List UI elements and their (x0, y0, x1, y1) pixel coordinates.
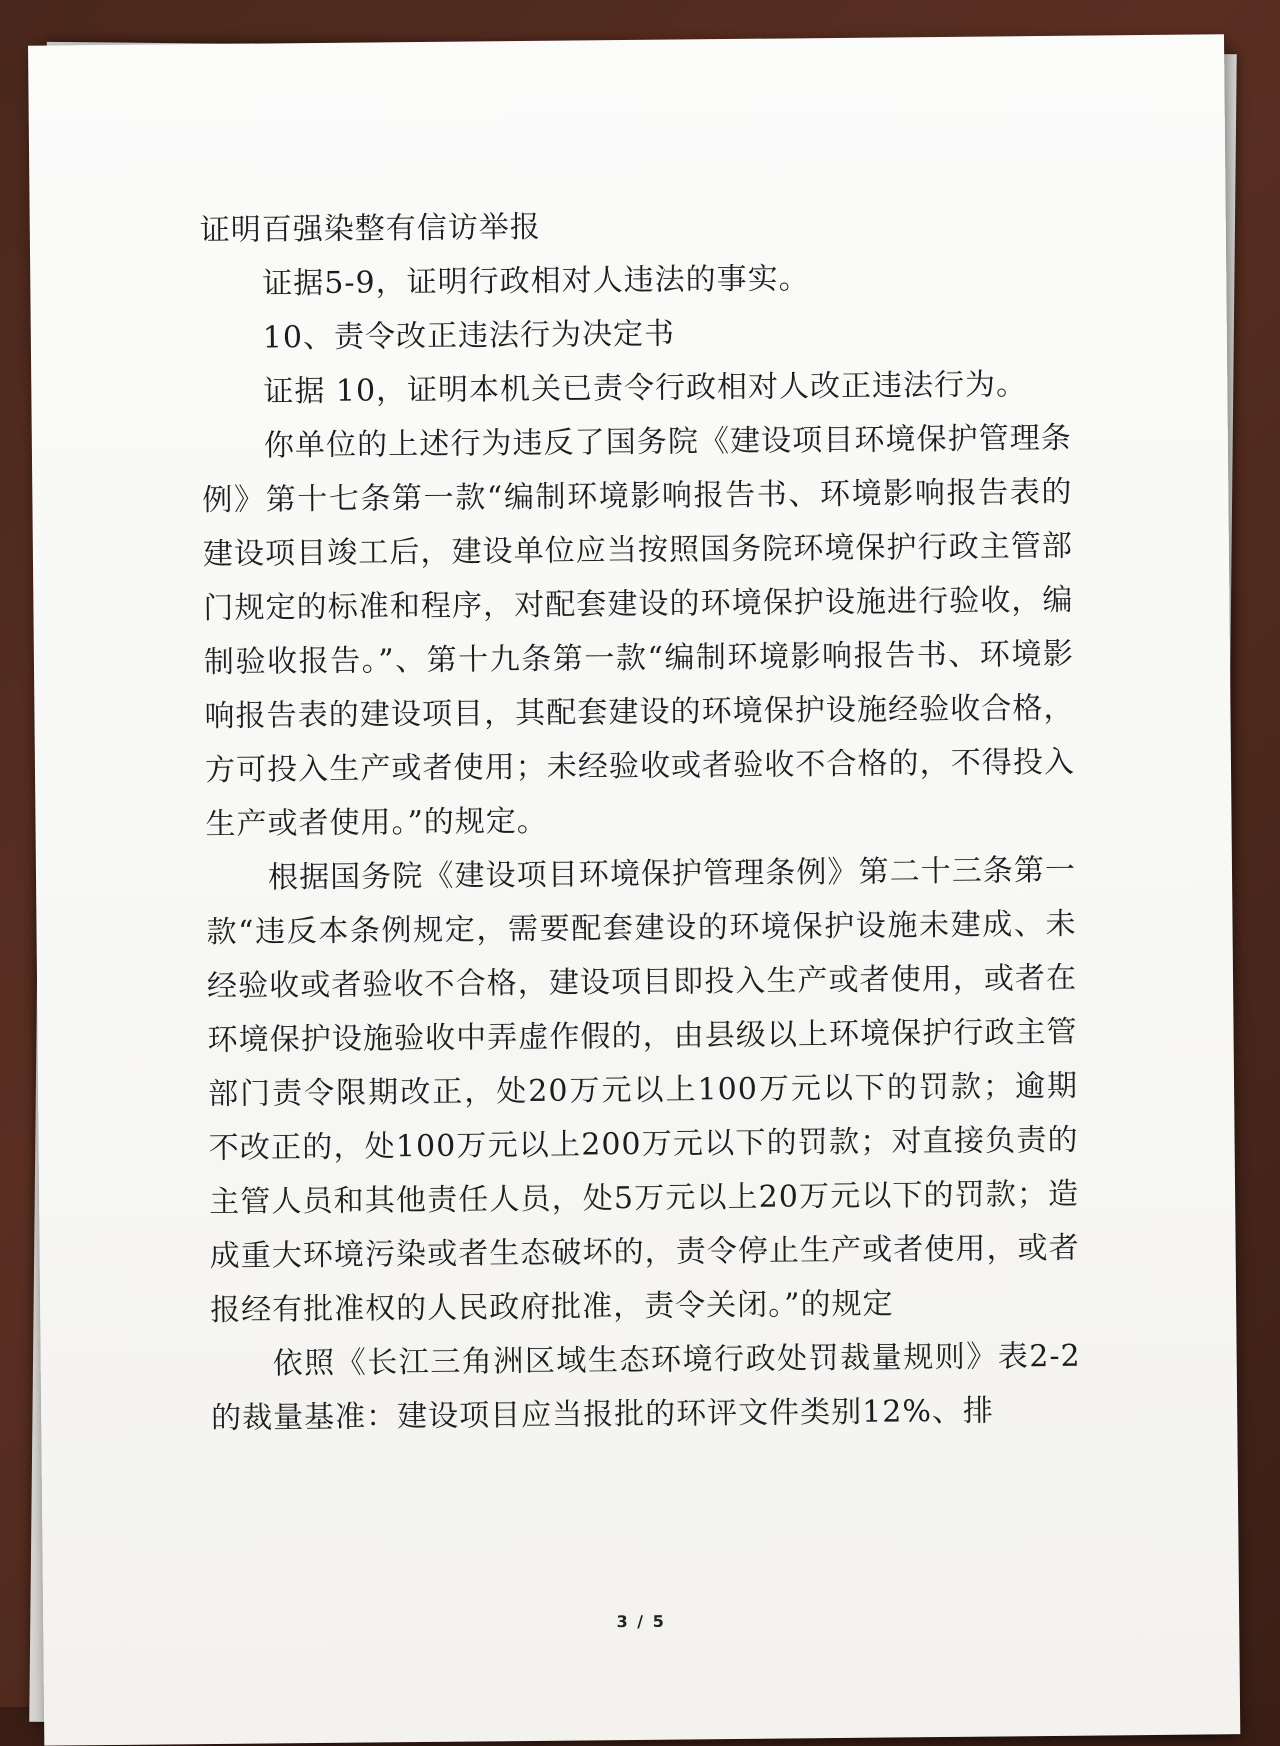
paragraph-penalty-basis: 根据国务院《建设项目环境保护管理条例》第二十三条第一款“违反本条例规定，需要配套建设的环境保护设施未建成、未经验收或者验收不合格，建设项目即投入生产或者使用，或者在环境保护设施验收中弄虚作假的，由县级以上环境保护行政主管部门责令限期改正，处20万元以上100万元以下的罚款；逾期不改正的，处100万元以上200万元以下的罚款；对直接负责的主管人员和其他责任人员，处5万元以上20万元以下的罚款；造成重大环境污染或者生态破坏的，责令停止生产或者使用，或者报经有批准权的人民政府批准，责令关闭。”的规定 (206, 852, 1080, 1329)
evidence-line-1: 证明百强染整有信访举报 (199, 209, 541, 249)
evidence-line-4: 证据 10，证明本机关已责令行政相对人改正违法行为。 (263, 367, 1028, 410)
paragraph-discretion: 依照《长江三角洲区域生态环境行政处罚裁量规则》表2-2的裁量基准：建设项目应当报批的环评文件类别12%、排 (211, 1338, 1081, 1437)
page-number: 3 / 5 (616, 1611, 666, 1632)
document-page (28, 34, 1240, 1745)
paragraph-violation: 你单位的上述行为违反了国务院《建设项目环境保护管理条例》第十七条第一款“编制环境影响报告书、环境影响报告表的建设项目竣工后，建设单位应当按照国务院环境保护行政主管部门规定的标准和程序，对配套建设的环境保护设施进行验收，编制验收报告。”、第十九条第一款“编制环境影响报告书、环境影响报告表的建设项目，其配套建设的环境保护设施经验收合格，方可投入生产或者使用；未经验收或者验收不合格的，不得投入生产或者使用。”的规定。 (202, 420, 1076, 843)
evidence-line-2: 证据5-9，证明行政相对人违法的事实。 (262, 261, 810, 302)
evidence-line-3: 10、责令改正违法行为决定书 (262, 316, 676, 356)
document-body (200, 196, 1082, 1446)
